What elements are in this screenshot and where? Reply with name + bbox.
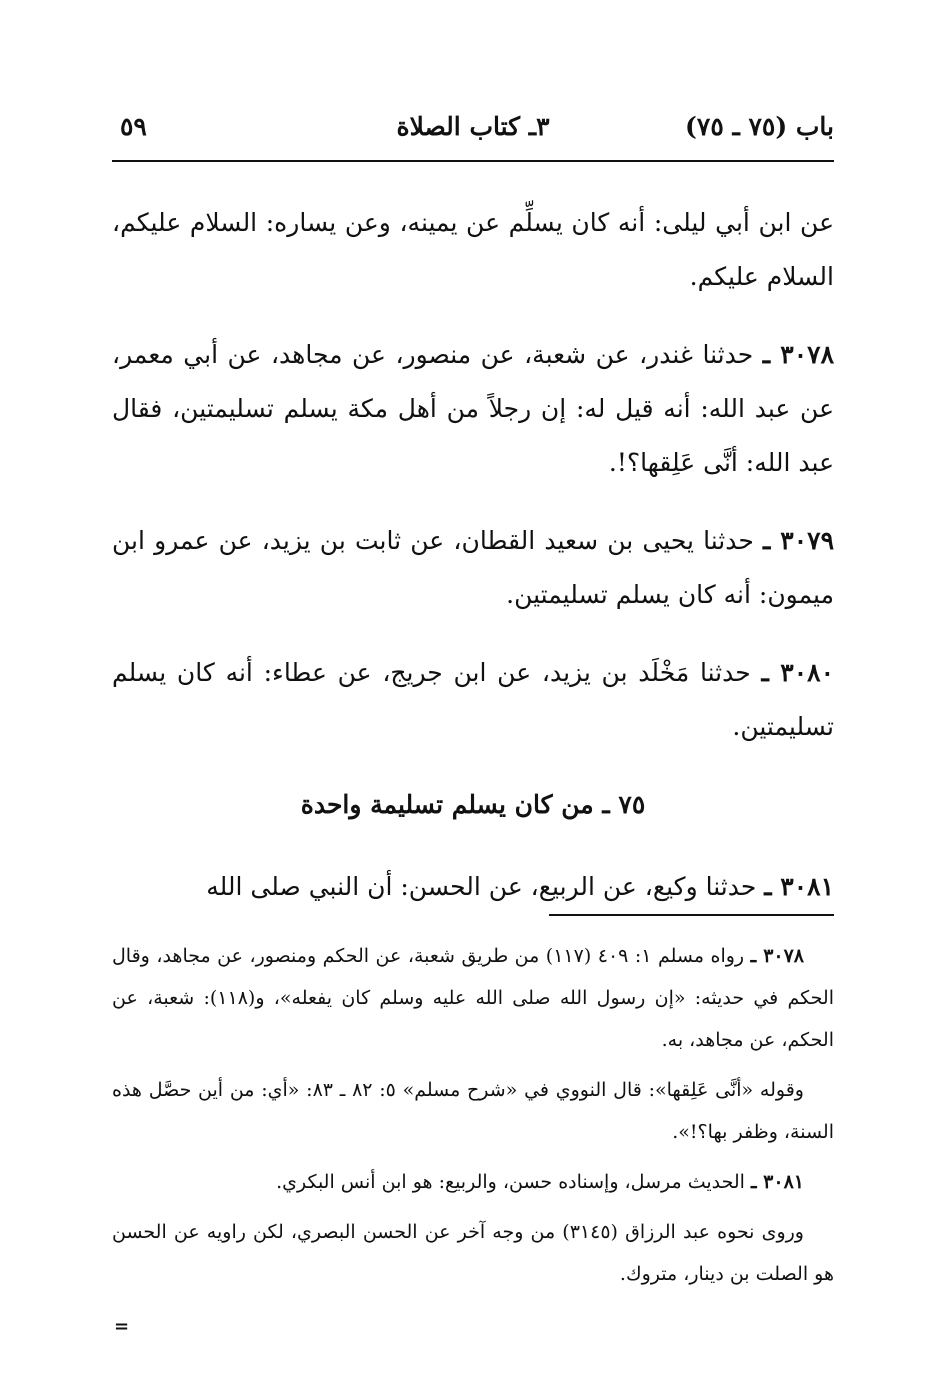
continuation-mark: = — [114, 1316, 130, 1337]
footnote-text: رواه مسلم ١: ٤٠٩ (١١٧) من طريق شعبة، عن الحكم ومنصور، عن مجاهد، وقال الحكم في حديثه: «إن رسول الله صلى الله عليه وسلم كان يفعله»، و(١١٨): شعبة، عن الحكم، عن مجاهد، به. — [112, 945, 834, 1051]
hadith-number: ٣٠٨١ ـ — [764, 872, 834, 901]
hadith-text: حدثنا مَخْلَد بن يزيد، عن ابن جريج، عن عطاء: أنه كان يسلم تسليمتين. — [112, 658, 834, 741]
hadith-3079 — [112, 514, 834, 622]
footnote-number: ٣٠٧٨ ـ — [750, 945, 805, 967]
hadith-3078 — [112, 328, 834, 490]
main-text — [112, 196, 834, 938]
hadith-number: ٣٠٧٩ ـ — [763, 526, 834, 555]
hadith-text: حدثنا غندر، عن شعبة، عن منصور، عن مجاهد، عن أبي معمر، عن عبد الله: أنه قيل له: إن رجلاً من أهل مكة يسلم تسليمتين، فقال عبد الله: أنَّى عَلِقها؟!. — [112, 340, 834, 477]
hadith-number: ٣٠٨٠ ـ — [761, 658, 834, 687]
hadith-3080 — [112, 646, 834, 754]
footnote-text: الحديث مرسل، وإسناده حسن، والربيع: هو ابن أنس البكري. — [276, 1171, 751, 1193]
header-divider — [112, 160, 834, 162]
footnote-number: ٣٠٨١ ـ — [750, 1171, 804, 1193]
hadith-3081 — [112, 860, 834, 914]
footnote-divider — [549, 914, 834, 916]
footnote-3078 — [112, 935, 834, 1061]
book-title: ٣ـ كتاب الصلاة — [396, 112, 550, 141]
hadith-number: ٣٠٧٨ ـ — [762, 340, 834, 369]
footnote-3081 — [112, 1161, 834, 1203]
paragraph-continuation: عن ابن أبي ليلى: أنه كان يسلِّم عن يمينه، وعن يساره: السلام عليكم، السلام عليكم. — [112, 208, 834, 291]
section-heading: ٧٥ ـ من كان يسلم تسليمة واحدة — [300, 790, 646, 819]
footnote-3081-note: وروى نحوه عبد الرزاق (٣١٤٥) من وجه آخر عن الحسن البصري، لكن راويه عن الحسن هو الصلت بن دينار، متروك. — [112, 1221, 834, 1285]
footnote-3078-note: وقوله «أنَّى عَلِقها»: قال النووي في «شرح مسلم» ٥: ٨٢ ـ ٨٣: «أي: من أين حصَّل هذه السنة، وظفر بها؟!». — [112, 1079, 834, 1143]
footnotes — [112, 935, 834, 1303]
running-header — [112, 112, 834, 152]
hadith-text: حدثنا يحيى بن سعيد القطان، عن ثابت بن يزيد، عن عمرو ابن ميمون: أنه كان يسلم تسليمتين. — [112, 526, 834, 609]
chapter-range: باب (٧٥ ـ ٧٥) — [685, 112, 834, 141]
page-number: ٥٩ — [120, 112, 147, 141]
hadith-text: حدثنا وكيع، عن الربيع، عن الحسن: أن النبي صلى الله — [206, 872, 765, 901]
